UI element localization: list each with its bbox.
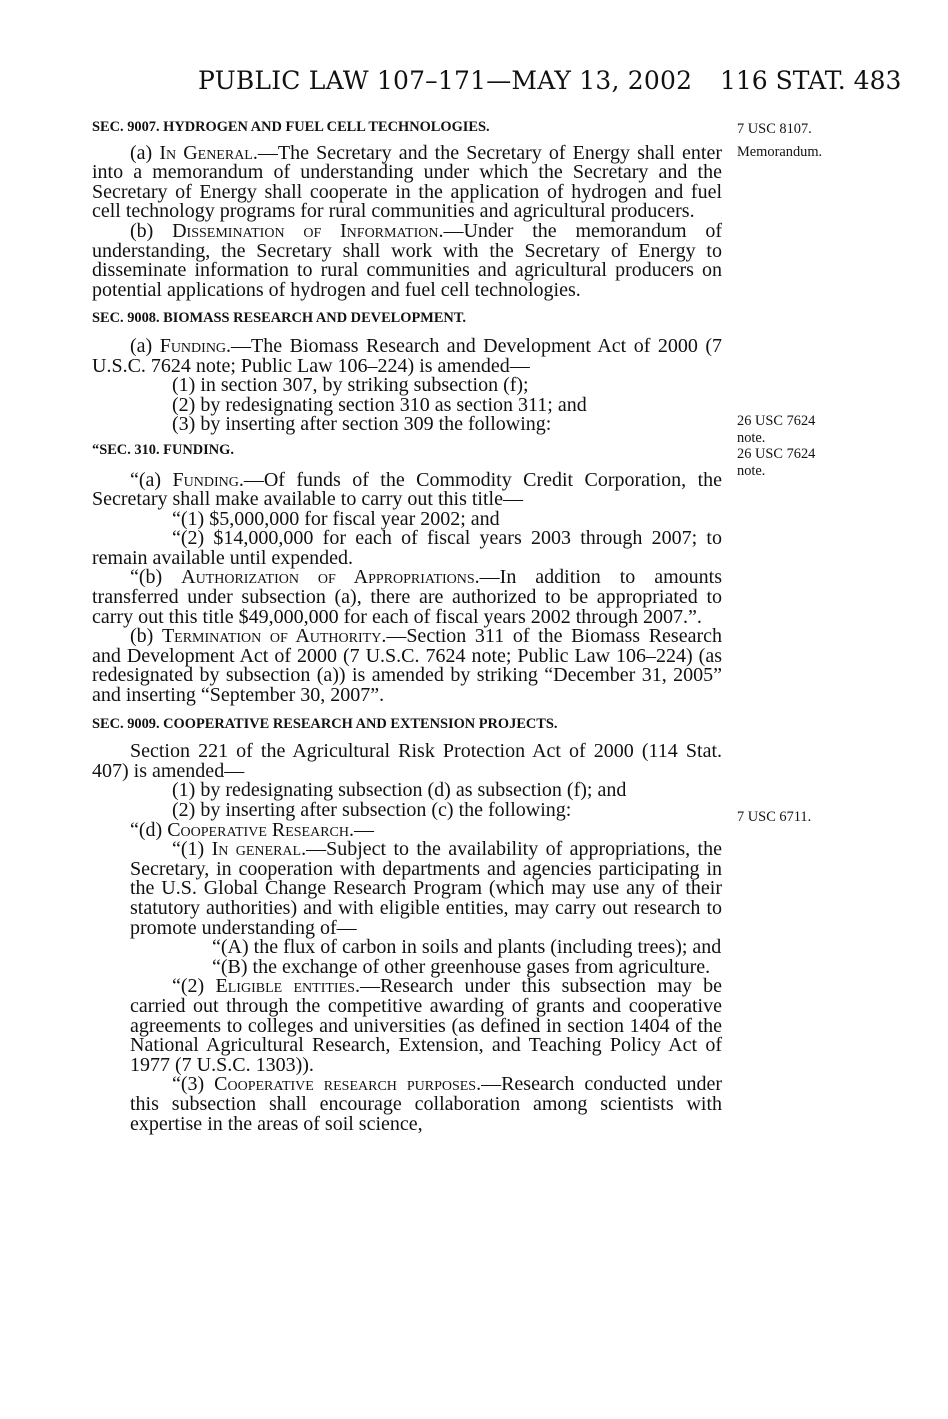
quoted-subparagraph-B: “(B) the exchange of other greenhouse gases from agriculture.	[212, 955, 711, 978]
quoted-paragraph-d1: “(1) In general.—Subject to the availability of appropriations, the Secretary, in cooperation with departments and agencies participating in the U.S. Global Change Research Program (which may use any of their statutory authorities) and with eligible entities, may carry out research to promote understanding of—	[130, 838, 722, 939]
quoted-subsection-a-funding: “(a) Funding.—Of funds of the Commodity Credit Corporation, the Secretary shall make available to carry out this title—	[92, 468, 723, 511]
section-9008-item-1: (1) in section 307, by striking subsection (f);	[172, 374, 529, 397]
running-header-title: PUBLIC LAW 107–171—MAY 13, 2002	[198, 66, 693, 95]
quoted-subparagraph-A: “(A) the flux of carbon in soils and plants (including trees); and	[212, 936, 722, 959]
margin-note-usc-7624-b-line2: note.	[737, 463, 766, 479]
section-9007-subsection-b: (b) Dissemination of Information.—Under the memorandum of understanding, the Secretary shall work with the Secretary of Energy to disseminate information to rural communities and agricultural producers on potential applications of hydrogen and fuel cell technologies.	[92, 219, 722, 301]
quoted-paragraph-1: “(1) $5,000,000 for fiscal year 2002; and	[172, 507, 500, 530]
quoted-section-310-heading: “SEC. 310. FUNDING.	[92, 441, 234, 458]
quoted-paragraph-d2: “(2) Eligible entities.—Research under this subsection may be carried out through the competitive awarding of grants and cooperative agreements to colleges and universities (as defined in section 1404 of the National Agricultural Research, Extension, and Teaching Policy Act of 1977 (7 U.S.C. 1303)).	[130, 975, 723, 1076]
section-9009-item-2: (2) by inserting after subsection (c) the following:	[172, 799, 572, 821]
section-9008-subsection-a: (a) Funding.—The Biomass Research and Development Act of 2000 (7 U.S.C. 7624 note; Public Law 106–224) is amended—	[92, 334, 723, 377]
quoted-paragraph-d3: “(3) Cooperative research purposes.—Research conducted under this subsection shall encourage collaboration among scientists with expertise in the areas of soil science,	[130, 1073, 722, 1135]
section-9007-heading: SEC. 9007. HYDROGEN AND FUEL CELL TECHNOLOGIES.	[92, 119, 490, 135]
statute-body	[92, 118, 722, 1134]
section-9009-item-1: (1) by redesignating subsection (d) as subsection (f); and	[172, 779, 627, 802]
margin-note-usc-7624-a-line1: 26 USC 7624	[737, 413, 816, 429]
margin-note-memorandum: Memorandum.	[737, 144, 823, 160]
section-9008-heading: SEC. 9008. BIOMASS RESEARCH AND DEVELOPMENT.	[92, 310, 466, 327]
section-9007-subsection-a: (a) In General.—The Secretary and the Secretary of Energy shall enter into a memorandum of understanding under which the Secretary and the Secretary of Energy shall cooperate in the application of hydrogen and fuel cell technology programs for rural communities and agricultural producers.	[92, 141, 722, 223]
section-9008-subsection-b: (b) Termination of Authority.—Section 311 of the Biomass Research and Development Act of 2000 (7 U.S.C. 7624 note; Public Law 106–224) (as redesignated by subsection (a)) is amended by striking “December 31, 2005” and inserting “September 30, 2007”.	[92, 625, 722, 707]
quoted-subsection-d: “(d) Cooperative Research.—	[130, 818, 374, 841]
margin-note-usc-7624-b-line1: 26 USC 7624	[737, 446, 816, 462]
section-9009-intro: Section 221 of the Agricultural Risk Protection Act of 2000 (114 Stat. 407) is amended—	[92, 740, 722, 782]
running-header-stat-page: 116 STAT. 483	[720, 66, 902, 95]
section-9009-heading: SEC. 9009. COOPERATIVE RESEARCH AND EXTENSION PROJECTS.	[92, 715, 558, 732]
quoted-subsection-b-authorization: “(b) Authorization of Appropriations.—In addition to amounts transferred under subsection (a), there are authorized to be appropriated to carry out this title $49,000,000 for each of fiscal years 2002 through 2007.”.	[92, 566, 722, 628]
margin-note-usc-8107: 7 USC 8107.	[737, 121, 812, 137]
margin-note-usc-6711: 7 USC 6711.	[737, 809, 812, 825]
section-9008-item-2: (2) by redesignating section 310 as section 311; and	[172, 393, 587, 416]
section-9008-item-3: (3) by inserting after section 309 the following:	[172, 413, 552, 436]
quoted-paragraph-2: “(2) $14,000,000 for each of fiscal years 2003 through 2007; to remain available until expended.	[92, 527, 722, 569]
margin-note-usc-7624-a-line2: note.	[737, 430, 766, 446]
